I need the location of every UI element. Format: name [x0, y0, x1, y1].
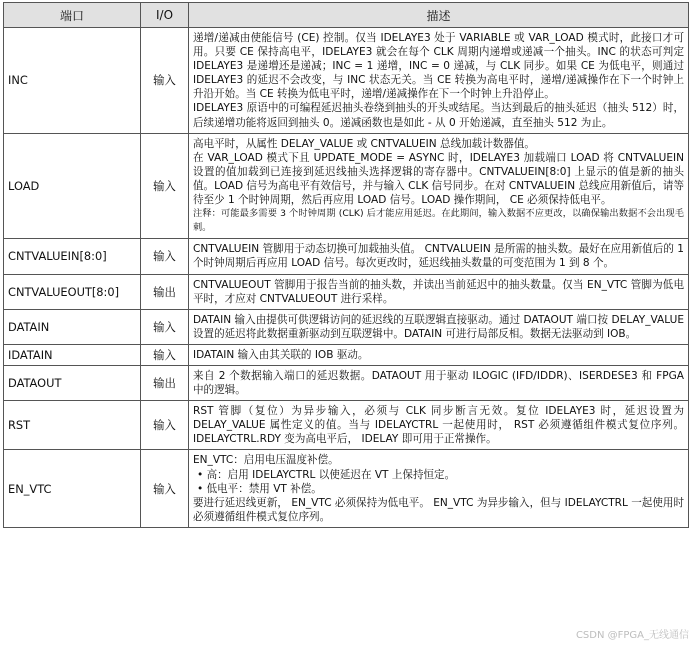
- table-row: [4, 450, 689, 527]
- port-direction: 输出: [141, 274, 189, 309]
- header-io: I/O: [141, 3, 189, 28]
- desc-bullet: • 低电平：禁用 VT 补偿。: [197, 482, 322, 495]
- desc-paragraph: CNTVALUEIN 管脚用于动态切换可加载抽头值。 CNTVALUEIN 是所需的抽头数。最好在应用新值后的 1 个时钟周期后再应用 LOAD 信号。每次更改时，延迟线抽头数量的可变范围为 1 到 8 个。: [193, 243, 684, 270]
- desc-paragraph: CNTVALUEOUT 管脚用于报告当前的抽头数，并读出当前延迟中的抽头数量。仅当 EN_VTC 管脚为低电平时，才应对 CNTVALUEOUT 进行采样。: [193, 278, 684, 305]
- desc-paragraph: EN_VTC：启用电压温度补偿。: [193, 454, 339, 467]
- table-row: [4, 239, 689, 274]
- port-description: [189, 401, 689, 450]
- port-description: [189, 365, 689, 400]
- port-name: RST: [4, 401, 141, 450]
- port-description: [189, 133, 689, 239]
- port-description: [189, 344, 689, 365]
- desc-paragraph: DATAIN 输入由提供可供逻辑访问的延迟线的互联逻辑直接驱动。通过 DATAOUT 端口按 DELAY_VALUE 设置的延迟将此数据重新驱动到互联逻辑中。DATAIN 可进行局部反相。数据无法驱动到 IOB。: [193, 313, 684, 340]
- table-row: [4, 344, 689, 365]
- table-row: [4, 133, 689, 239]
- port-direction: 输入: [141, 450, 189, 527]
- port-direction: 输入: [141, 28, 189, 134]
- desc-bullet: • 高：启用 IDELAYCTRL 以使延迟在 VT 上保持恒定。: [197, 468, 456, 481]
- table-row: [4, 274, 689, 309]
- desc-paragraph: IDATAIN 输入由其关联的 IOB 驱动。: [193, 348, 369, 361]
- port-direction: 输出: [141, 365, 189, 400]
- desc-paragraph: IDELAYE3 原语中的可编程延迟抽头卷绕到抽头的开头或结尾。当达到最后的抽头延迟（抽头 512）时，后续递增功能将返回到抽头 0。递减函数也是如此 - 从 0 开始递减，直至抽头 512 为止。: [193, 102, 684, 129]
- port-name: LOAD: [4, 133, 141, 239]
- table-row: [4, 309, 689, 344]
- table-row: [4, 365, 689, 400]
- desc-paragraph: 高电平时，从属性 DELAY_VALUE 或 CNTVALUEIN 总线加载计数器值。: [193, 137, 535, 150]
- table-row: [4, 401, 689, 450]
- header-desc: 描述: [189, 3, 689, 28]
- port-description: [189, 274, 689, 309]
- desc-note: 注释：可能最多需要 3 个时钟周期 (CLK) 后才能应用延迟。在此期间，输入数据不应更改，以确保输出数据不会出现毛刺。: [193, 208, 684, 234]
- port-description: [189, 239, 689, 274]
- port-direction: 输入: [141, 133, 189, 239]
- port-name: IDATAIN: [4, 344, 141, 365]
- port-name: CNTVALUEIN[8:0]: [4, 239, 141, 274]
- port-name: EN_VTC: [4, 450, 141, 527]
- port-direction: 输入: [141, 344, 189, 365]
- header-port: 端口: [4, 3, 141, 28]
- desc-paragraph: 递增/递减由使能信号 (CE) 控制。仅当 IDELAYE3 处于 VARIABLE 或 VAR_LOAD 模式时，此接口才可用。只要 CE 保持高电平，IDELAYE3 就会在每个 CLK 周期内递增或递减一个抽头。INC 的状态可判定 IDELAYE3 是递增还是递减；INC = 1 递增，INC = 0 递减，与 CLK 同步。如果 CE 为低电平，则通过 IDELAYE3 的延迟不会改变，与 INC 状态无关。当 CE 转换为高电平时，递增/递减操作在下一个时钟上升沿开始。当 CE 转换为低电平时，递增/递减操作在下一个时钟上升沿停止。: [193, 32, 684, 101]
- port-description: [189, 450, 689, 527]
- port-name: DATAIN: [4, 309, 141, 344]
- port-direction: 输入: [141, 401, 189, 450]
- desc-paragraph: 来自 2 个数据输入端口的延迟数据。DATAOUT 用于驱动 ILOGIC (IFD/IDDR)、ISERDESE3 和 FPGA 中的逻辑。: [193, 369, 684, 397]
- port-description: [189, 28, 689, 134]
- port-name: CNTVALUEOUT[8:0]: [4, 274, 141, 309]
- port-name: DATAOUT: [4, 365, 141, 400]
- watermark: CSDN @FPGA_无线通信: [575, 630, 689, 641]
- port-direction: 输入: [141, 309, 189, 344]
- port-table: [3, 2, 689, 528]
- port-description: [189, 309, 689, 344]
- desc-paragraph: 在 VAR_LOAD 模式下且 UPDATE_MODE = ASYNC 时，IDELAYE3 加载端口 LOAD 将 CNTVALUEIN 设置的值加载到已连接到延迟线抽头选择逻辑的寄存器中。CNTVALUEIN[8:0] 上显示的值是新的抽头值。LOAD 信号为高电平有效信号，并与输入 CLK 信号同步。在对 CNTVALUEIN 总线应用新值后，请等待至少 1 个时钟周期，然后再应用 LOAD 信号。LOAD 操作期间， CE 必须保持低电平。: [193, 151, 684, 207]
- port-name: INC: [4, 28, 141, 134]
- table-header-row: [4, 3, 689, 28]
- desc-paragraph: RST 管脚（复位）为异步输入，必须与 CLK 同步断言无效。复位 IDELAYE3 时，延迟设置为 DELAY_VALUE 属性定义的值。当与 IDELAYCTRL 一起使用时， RST 必须遵循组件模式复位序列。 IDELAYCTRL.RDY 变为高电平后， IDELAY 即可用于正常操作。: [193, 405, 684, 446]
- table-row: [4, 28, 689, 134]
- port-direction: 输入: [141, 239, 189, 274]
- desc-paragraph: 要进行延迟线更新， EN_VTC 必须保持为低电平。 EN_VTC 为异步输入，但与 IDELAYCTRL 一起使用时必须遵循组件模式复位序列。: [193, 496, 684, 523]
